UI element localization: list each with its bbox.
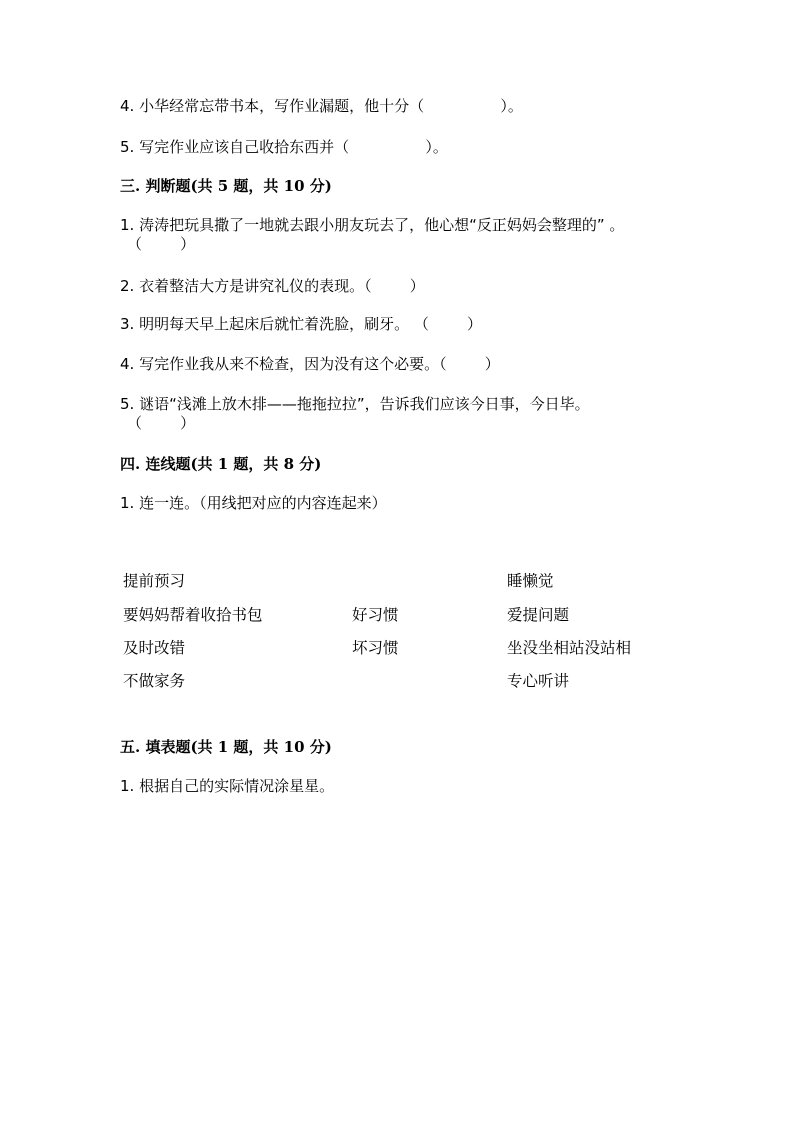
judge-question-2: 2. 衣着整洁大方是讲究礼仪的表现。（ ） xyxy=(120,277,425,295)
match-right-item: 爱提问题 xyxy=(507,606,570,624)
judge-question-5-answer-paren: （ ） xyxy=(127,414,196,432)
judge-question-4: 4. 写完作业我从来不检查，因为没有这个必要。（ ） xyxy=(120,355,500,373)
match-right-item: 坐没坐相站没站相 xyxy=(507,639,632,657)
match-section-heading: 四. 连线题(共 1 题，共 8 分) xyxy=(120,455,322,473)
match-middle-item: 好习惯 xyxy=(352,606,399,624)
table-section-heading: 五. 填表题(共 1 题，共 10 分) xyxy=(120,738,332,756)
match-right-item: 睡懒觉 xyxy=(507,572,554,590)
table-question-1: 1. 根据自己的实际情况涂星星。 xyxy=(120,777,335,795)
judge-question-3: 3. 明明每天早上起床后就忙着洗脸，刷牙。 （ ） xyxy=(120,315,482,333)
judge-question-1-answer-paren: （ ） xyxy=(127,235,196,253)
judge-section-heading: 三. 判断题(共 5 题，共 10 分) xyxy=(120,177,332,195)
judge-question-1: 1. 涛涛把玩具撒了一地就去跟小朋友玩去了，他心想“反正妈妈会整理的” 。 xyxy=(120,216,625,234)
match-question-1: 1. 连一连。（用线把对应的内容连起来） xyxy=(120,494,387,512)
match-left-item: 提前预习 xyxy=(123,572,186,590)
fill-blank-question-4: 4. 小华经常忘带书本，写作业漏题，他十分（ ）。 xyxy=(120,97,523,115)
match-middle-item: 坏习惯 xyxy=(352,639,399,657)
match-left-item: 要妈妈帮着收拾书包 xyxy=(123,606,263,624)
match-left-item: 及时改错 xyxy=(123,639,186,657)
fill-blank-question-5: 5. 写完作业应该自己收拾东西并（ ）。 xyxy=(120,138,448,156)
match-right-item: 专心听讲 xyxy=(507,672,570,690)
match-left-item: 不做家务 xyxy=(123,672,186,690)
judge-question-5: 5. 谜语“浅滩上放木排——拖拖拉拉”，告诉我们应该今日事，今日毕。 xyxy=(120,395,590,413)
